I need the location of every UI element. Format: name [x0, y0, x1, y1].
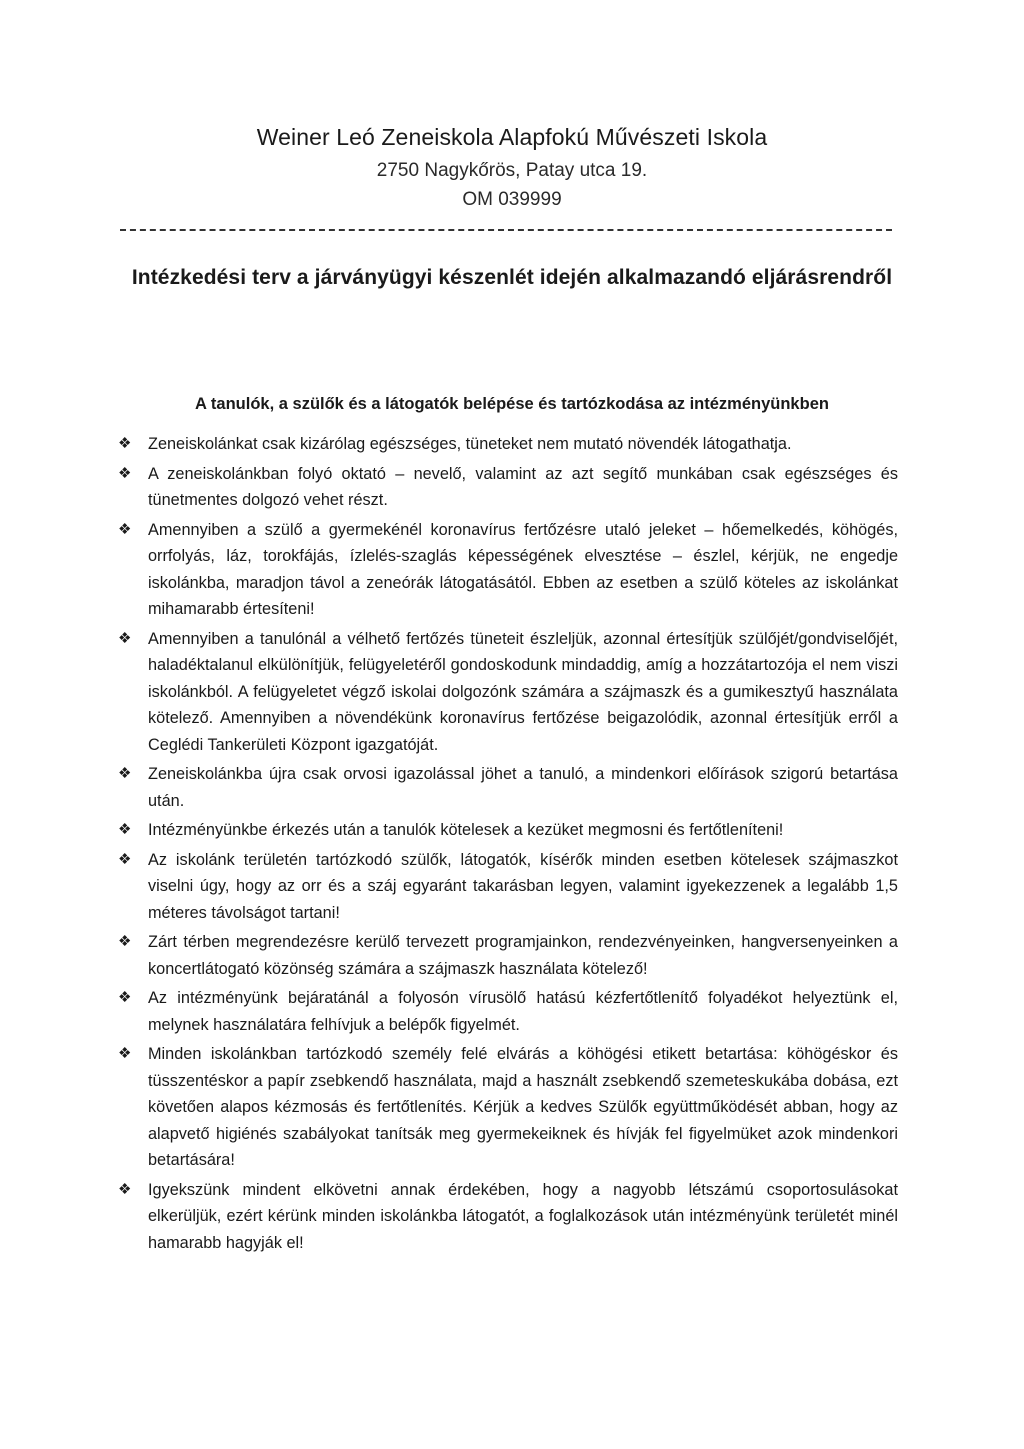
diamond-cluster-icon: ❖ — [118, 933, 132, 950]
rule-text: Minden iskolánkban tartózkodó személy felé elvárás a köhögési etikett betartása: köhögéskor és tüsszentéskor a papír zsebkendő használata, majd a használt zsebkendő szemeteskukába dobása, ezt követően alapos kézmosás és fertőtlenítés. Kérjük a kedves Szülők együttműködését abban, hogy az alapvető higiénés szabályokat tanítsák meg gyermekeiknek és hívják fel figyelmüket azok mindenkori betartására! — [148, 1045, 898, 1169]
diamond-cluster-icon: ❖ — [118, 765, 132, 782]
school-name: Weiner Leó Zeneiskola Alapfokú Művészeti Iskola — [256, 124, 768, 150]
dashed-divider — [120, 229, 892, 231]
rule-item — [118, 985, 898, 1038]
rule-text: A zeneiskolánkban folyó oktató – nevelő, valamint az azt segítő munkában csak egészséges és tünetmentes dolgozó vehet részt. — [148, 464, 898, 509]
rule-item — [118, 847, 898, 927]
rule-text: Zeneiskolánkba újra csak orvosi igazolással jöhet a tanuló, a mindenkori előírások szigorú betartása után. — [148, 765, 898, 810]
rule-item — [118, 461, 898, 514]
school-address: 2750 Nagykőrös, Patay utca 19. — [376, 160, 648, 181]
rules-list — [118, 431, 898, 1259]
rule-item — [118, 517, 898, 623]
rule-item — [118, 1041, 898, 1174]
rule-text: Zeneiskolánkat csak kizárólag egészséges, tüneteket nem mutató növendék látogathatja. — [148, 435, 792, 453]
rule-text: Amennyiben a tanulónál a vélhető fertőzés tüneteit észleljük, azonnal értesítjük szülőjét/gondviselőjét, haladéktalanul elkülönítjük, felügyeletéről gondoskodunk mindaddig, amíg a hozzátartozója el nem viszi iskolánkból. A felügyeletet végző iskolai dolgozónk számára a szájmaszk és a gumikesztyű használata kötelező. Amennyiben a növendékünk koronavírus fertőzése beigazolódik, azonnal értesítjük erről a Ceglédi Tankerületi Központ igazgatóját. — [148, 629, 898, 754]
letterhead — [0, 118, 1024, 214]
rule-item — [118, 817, 898, 844]
rule-text: Az iskolánk területén tartózkodó szülők, látogatók, kísérők minden esetben kötelesek szájmaszkot viselni úgy, hogy az orr és a száj egyaránt takarásban legyen, valamint igyekezzenek a legalább 1,5 méteres távolságot tartani! — [148, 850, 898, 922]
diamond-cluster-icon: ❖ — [118, 629, 132, 647]
rule-item — [118, 1177, 898, 1257]
rule-item — [118, 626, 898, 759]
diamond-cluster-icon: ❖ — [118, 850, 132, 868]
diamond-cluster-icon: ❖ — [118, 520, 132, 538]
diamond-cluster-icon: ❖ — [118, 821, 132, 838]
rule-text: Az intézményünk bejáratánál a folyosón vírusölő hatású kézfertőtlenítő folyadékot helyeztünk el, melynek használatára felhívjuk a belépők figyelmét. — [148, 989, 898, 1034]
rule-item — [118, 761, 898, 814]
rule-text: Intézményünkbe érkezés után a tanulók kötelesek a kezüket megmosni és fertőtleníteni! — [148, 821, 784, 839]
section-title: A tanulók, a szülők és a látogatók belépése és tartózkodása az intézményünkben — [195, 395, 829, 413]
rule-text: Zárt térben megrendezésre kerülő tervezett programjainkon, rendezvényeinken, hangversenyeinken a koncertlátogató közönség számára a szájmaszk használata kötelező! — [148, 933, 898, 978]
rule-text: Amennyiben a szülő a gyermekénél koronavírus fertőzésre utaló jeleket – hőemelkedés, köhögés, orrfolyás, láz, torokfájás, ízlelés-szaglás képességének elvesztése – észlel, kérjük, ne engedje iskolánkba, maradjon távol a zeneórák látogatásától. Ebben az esetben a szülő köteles az iskolánkat mihamarabb értesíteni! — [148, 520, 898, 618]
document-title: Intézkedési terv a járványügyi készenlét idején alkalmazandó eljárásrendről — [131, 266, 893, 289]
rule-item — [118, 431, 898, 458]
diamond-cluster-icon: ❖ — [118, 464, 132, 482]
rule-text: Igyekszünk mindent elkövetni annak érdekében, hogy a nagyobb létszámú csoportosulásokat elkerüljük, ezért kérünk minden iskolánkba látogatót, a foglalkozások után intézményünk területét minél hamarabb hagyják el! — [148, 1180, 898, 1252]
rule-item — [118, 929, 898, 982]
diamond-cluster-icon: ❖ — [118, 989, 132, 1006]
om-identifier: OM 039999 — [462, 189, 562, 210]
diamond-cluster-icon: ❖ — [118, 1180, 132, 1198]
diamond-cluster-icon: ❖ — [118, 435, 132, 452]
diamond-cluster-icon: ❖ — [118, 1045, 132, 1062]
